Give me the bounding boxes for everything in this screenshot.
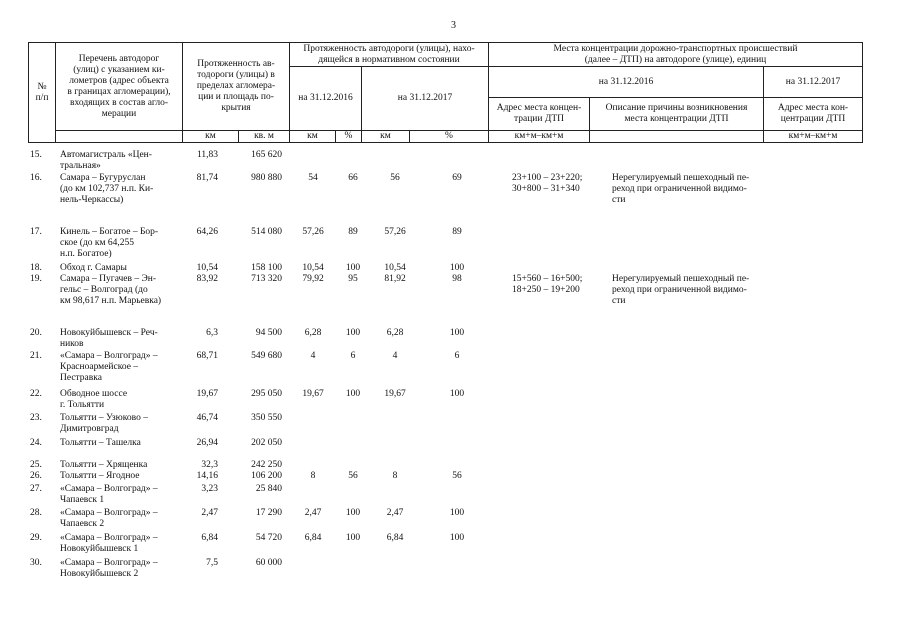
cell-name: Тольятти – Узюково – Димитровград [60,413,148,434]
cell-p17: 100 [449,389,465,399]
cell-n: 23. [30,413,42,423]
cell-sqm: 242 250 [251,460,282,470]
cell-sqm: 94 500 [255,328,282,338]
cell-km: 81,74 [196,173,218,183]
cell-n: 30. [30,558,42,568]
cell-name: «Самара – Волгоград» – Новокуйбышевск 2 [60,558,158,579]
unit-kmm-2017: км+м–км+м [764,131,863,143]
cell-sqm: 60 000 [255,558,282,568]
cell-p17: 6 [454,351,460,361]
cell-name: Тольятти – Ягодное [60,471,140,481]
cell-p16: 66 [348,173,358,183]
cell-name: Самара – Бугуруслан (до км 102,737 н.п. Ки- нель-Черкассы) [60,173,154,205]
cell-n: 16. [30,173,42,183]
cell-km16: 8 [310,471,316,481]
cell-name: Самара – Пугачев – Эн- гельс – Волгоград (до км 98,617 н.п. Марьевка) [60,274,162,306]
cell-name: Тольятти – Хрященка [60,460,148,470]
header-dtp-date-2016: на 31.12.2016 [489,67,764,98]
cell-n: 25. [30,460,42,470]
cell-name: Кинель – Богатое – Бор- ское (до км 64,255 н.п. Богатое) [60,227,159,259]
cell-p16: 6 [350,351,356,361]
cell-sqm: 25 840 [255,484,282,494]
cell-p17: 98 [452,274,462,284]
cell-p17: 89 [452,227,462,237]
cell-km17: 4 [392,351,398,361]
cell-km17: 6,28 [386,328,404,338]
cell-name: Новокуйбышевск – Реч- ников [60,328,158,349]
cell-sqm: 165 620 [251,150,282,160]
cell-p16: 89 [348,227,358,237]
cell-sqm: 713 320 [251,274,282,284]
header-dtp-reason-text: Описание причины возникновения места концентрации ДТП [605,103,748,124]
cell-km: 6,84 [201,533,218,543]
cell-p16: 100 [345,533,361,543]
cell-km: 14,16 [196,471,218,481]
header-dtp-address-text: Адрес места концен- трации ДТП [496,103,582,124]
cell-km17: 10,54 [384,263,406,273]
cell-km: 2,47 [201,508,218,518]
cell-p17: 100 [449,508,465,518]
unit-sqm: кв. м [239,131,290,143]
cell-km: 10,54 [196,263,218,273]
cell-km16: 19,67 [302,389,324,399]
cell-sqm: 106 200 [251,471,282,481]
cell-km: 32,3 [201,460,218,470]
cell-sqm: 295 050 [251,389,282,399]
cell-name: Обводное шоссе г. Тольятти [60,389,128,410]
cell-n: 17. [30,227,42,237]
cell-km16: 57,26 [302,227,324,237]
cell-n: 26. [30,471,42,481]
cell-name: «Самара – Волгоград» – Новокуйбышевск 1 [60,533,158,554]
cell-sqm: 54 720 [255,533,282,543]
cell-n: 27. [30,484,42,494]
unit-pct-2017: % [410,131,489,143]
cell-sqm: 158 100 [251,263,282,273]
cell-km16: 2,47 [304,508,322,518]
cell-sqm: 17 290 [255,508,282,518]
cell-sqm: 514 080 [251,227,282,237]
unit-kmm-2016: км+м–км+м [489,131,590,143]
cell-km: 7,5 [206,558,218,568]
unit-pct-2016: % [336,131,362,143]
cell-name: «Самара – Волгоград» – Чапаевск 1 [60,484,158,505]
cell-sqm: 980 880 [251,173,282,183]
header-date-2016: на 31.12.2016 [290,67,362,131]
cell-dtp-reason: Нерегулируемый пешеходный пе- реход при ограниченной видимо- сти [612,173,750,205]
cell-name: Автомагистраль «Цен- тральная» [60,150,152,171]
cell-km17: 57,26 [384,227,406,237]
header-dtp-date-2017: на 31.12.2017 [764,67,863,98]
cell-sqm: 549 680 [251,351,282,361]
cell-km17: 2,47 [386,508,404,518]
cell-p17: 56 [452,471,462,481]
cell-km: 68,71 [196,351,218,361]
cell-p17: 100 [449,328,465,338]
cell-km17: 8 [392,471,398,481]
cell-km16: 4 [310,351,316,361]
cell-km17: 81,92 [384,274,406,284]
cell-km: 64,26 [196,227,218,237]
cell-km17: 19,67 [384,389,406,399]
cell-km: 83,92 [196,274,218,284]
cell-dtp-address: 15+560 – 16+500; 18+250 – 19+200 [512,274,583,295]
header-length-text: Протяженность ав- тодороги (улицы) в пределах агломера- ции и площадь по- крытия [196,59,276,113]
cell-km: 26,94 [196,438,218,448]
cell-name: «Самара – Волгоград» – Чапаевск 2 [60,508,158,529]
cell-km16: 10,54 [302,263,324,273]
page-number: 3 [451,20,456,31]
cell-p16: 56 [348,471,358,481]
cell-dtp-address: 23+100 – 23+220; 30+800 – 31+340 [512,173,583,194]
cell-p16: 95 [348,274,358,284]
header-normative-text: Протяженность автодороги (улицы), нахо- дящейся в нормативном состоянии [303,43,475,65]
cell-sqm: 202 050 [251,438,282,448]
cell-km16: 54 [308,173,318,183]
cell-km17: 56 [390,173,400,183]
cell-km16: 6,84 [304,533,322,543]
cell-km16: 6,28 [304,328,322,338]
cell-n: 19. [30,274,42,284]
cell-p16: 100 [345,263,361,273]
cell-sqm: 350 550 [251,413,282,423]
cell-n: 22. [30,389,42,399]
cell-dtp-reason: Нерегулируемый пешеходный пе- реход при ограниченной видимо- сти [612,274,750,306]
cell-n: 28. [30,508,42,518]
cell-p16: 100 [345,389,361,399]
header-num-text: № п/п [35,81,49,103]
cell-p17: 69 [452,173,462,183]
cell-n: 15. [30,150,42,160]
cell-name: Тольятти – Ташелка [60,438,141,448]
cell-km16: 79,92 [302,274,324,284]
cell-name: Обход г. Самары [60,263,127,273]
cell-km: 46,74 [196,413,218,423]
unit-km-2016: км [290,131,336,143]
cell-km: 19,67 [196,389,218,399]
cell-km17: 6,84 [386,533,404,543]
header-date-2017: на 31.12.2017 [362,67,489,131]
cell-n: 29. [30,533,42,543]
header-dtp-text: Места концентрации дорожно-транспортных происшествий (далее – ДТП) на автодороге (улице), единиц [553,43,798,65]
cell-km: 3,23 [201,484,218,494]
cell-km: 6,3 [206,328,218,338]
cell-p16: 100 [345,328,361,338]
cell-name: «Самара – Волгоград» – Красноармейское – Пестравка [60,351,158,383]
cell-km: 11,83 [196,150,218,160]
cell-p16: 100 [345,508,361,518]
cell-p17: 100 [449,533,465,543]
cell-n: 24. [30,438,42,448]
unit-km: км [183,131,239,143]
cell-n: 20. [30,328,42,338]
cell-p17: 100 [449,263,465,273]
cell-n: 18. [30,263,42,273]
unit-km-2017: км [362,131,410,143]
header-dtp-address-2017-text: Адрес места кон- центрации ДТП [777,103,849,124]
header-road-text: Перечень автодорог (улиц) с указанием ки- лометров (адрес объекта в границах агломерации), входящих в состав агло- мерации [67,53,171,119]
cell-n: 21. [30,351,42,361]
